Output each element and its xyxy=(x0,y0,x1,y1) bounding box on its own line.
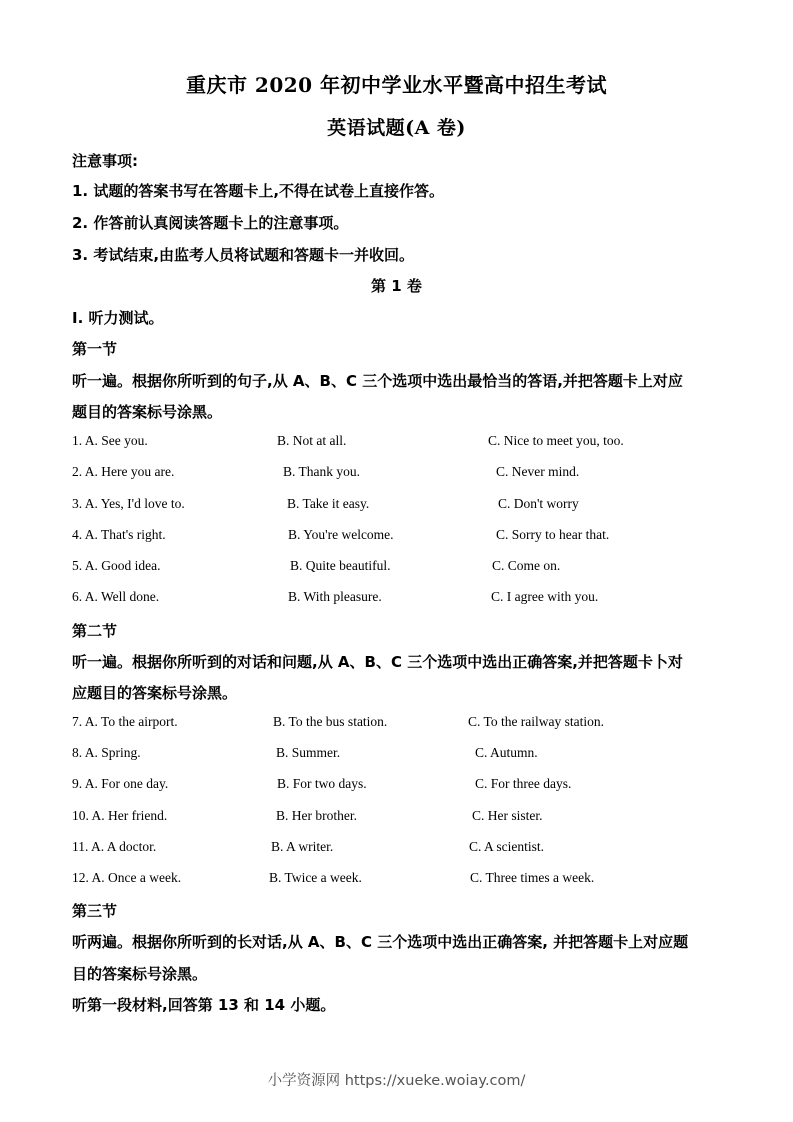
footer-watermark: 小学资源网 https://xueke.woiay.com/ xyxy=(267,1073,526,1089)
q5-option-b: B. Quite beautiful. xyxy=(290,558,391,573)
q8-option-c: C. Autumn. xyxy=(475,745,538,760)
q12-option-b: B. Twice a week. xyxy=(269,870,362,885)
note-item-3: 3. 考试结束,由监考人员将试题和答题卡一并收回。 xyxy=(72,246,415,264)
q4-option-a: 4. A. That's right. xyxy=(72,527,166,542)
q1-option-a: 1. A. See you. xyxy=(72,433,148,448)
q6-option-b: B. With pleasure. xyxy=(288,589,382,604)
q9-option-b: B. For two days. xyxy=(277,776,367,791)
section1-instruction-line1: 听一遍。根据你所听到的句子,从 A、B、C 三个选项中选出最恰当的答语,并把答题卡上对应 xyxy=(72,372,683,390)
section3-instruction-line1: 听两遍。根据你所听到的长对话,从 A、B、C 三个选项中选出正确答案, 并把答题卡上对应题 xyxy=(72,933,689,951)
q7-option-b: B. To the bus station. xyxy=(273,714,388,729)
q8-option-b: B. Summer. xyxy=(276,745,341,760)
q2-option-c: C. Never mind. xyxy=(496,464,580,479)
q7-option-a: 7. A. To the airport. xyxy=(72,714,178,729)
q3-option-c: C. Don't worry xyxy=(498,496,579,511)
q11-option-b: B. A writer. xyxy=(271,839,334,854)
section2-instruction-line1: 听一遍。根据你所听到的对话和问题,从 A、B、C 三个选项中选出正确答案,并把答题卡卜对 xyxy=(72,653,683,671)
q10-option-b: B. Her brother. xyxy=(276,808,357,823)
note-item-1: 1. 试题的答案书写在答题卡上,不得在试卷上直接作答。 xyxy=(72,182,445,200)
note-item-2: 2. 作答前认真阅读答题卡上的注意事项。 xyxy=(72,214,349,232)
q11-option-a: 11. A. A doctor. xyxy=(72,839,157,854)
section3-heading: 第三节 xyxy=(72,902,118,920)
section3-material-instruction: 听第一段材料,回答第 13 和 14 小题。 xyxy=(72,996,336,1014)
notes-heading: 注意事项: xyxy=(72,152,138,170)
q9-option-c: C. For three days. xyxy=(475,776,572,791)
q9-option-a: 9. A. For one day. xyxy=(72,776,169,791)
q11-option-c: C. A scientist. xyxy=(469,839,545,854)
section1-instruction-line2: 题目的答案标号涂黑。 xyxy=(72,403,223,421)
q5-option-a: 5. A. Good idea. xyxy=(72,558,161,573)
q7-option-c: C. To the railway station. xyxy=(468,714,605,729)
q1-option-c: C. Nice to meet you, too. xyxy=(488,433,624,448)
volume-heading: 第 1 卷 xyxy=(371,277,422,295)
q10-option-c: C. Her sister. xyxy=(472,808,543,823)
exam-title: 重庆市 2020 年初中学业水平暨高中招生考试 xyxy=(185,73,608,97)
section1-heading: 第一节 xyxy=(72,340,118,358)
section2-heading: 第二节 xyxy=(72,622,118,640)
q2-option-b: B. Thank you. xyxy=(283,464,360,479)
q12-option-a: 12. A. Once a week. xyxy=(72,870,182,885)
q4-option-c: C. Sorry to hear that. xyxy=(496,527,610,542)
q1-option-b: B. Not at all. xyxy=(277,433,347,448)
q6-option-c: C. I agree with you. xyxy=(491,589,599,604)
q10-option-a: 10. A. Her friend. xyxy=(72,808,168,823)
q2-option-a: 2. A. Here you are. xyxy=(72,464,175,479)
q8-option-a: 8. A. Spring. xyxy=(72,745,141,760)
exam-subtitle: 英语试题(A 卷) xyxy=(327,117,466,139)
q12-option-c: C. Three times a week. xyxy=(470,870,595,885)
q4-option-b: B. You're welcome. xyxy=(288,527,394,542)
q5-option-c: C. Come on. xyxy=(492,558,561,573)
section2-instruction-line2: 应题目的答案标号涂黑。 xyxy=(72,684,238,702)
section3-instruction-line2: 目的答案标号涂黑。 xyxy=(72,965,208,983)
q6-option-a: 6. A. Well done. xyxy=(72,589,160,604)
q3-option-b: B. Take it easy. xyxy=(287,496,370,511)
q3-option-a: 3. A. Yes, I'd love to. xyxy=(72,496,185,511)
part-heading: I. 听力测试。 xyxy=(72,309,164,327)
